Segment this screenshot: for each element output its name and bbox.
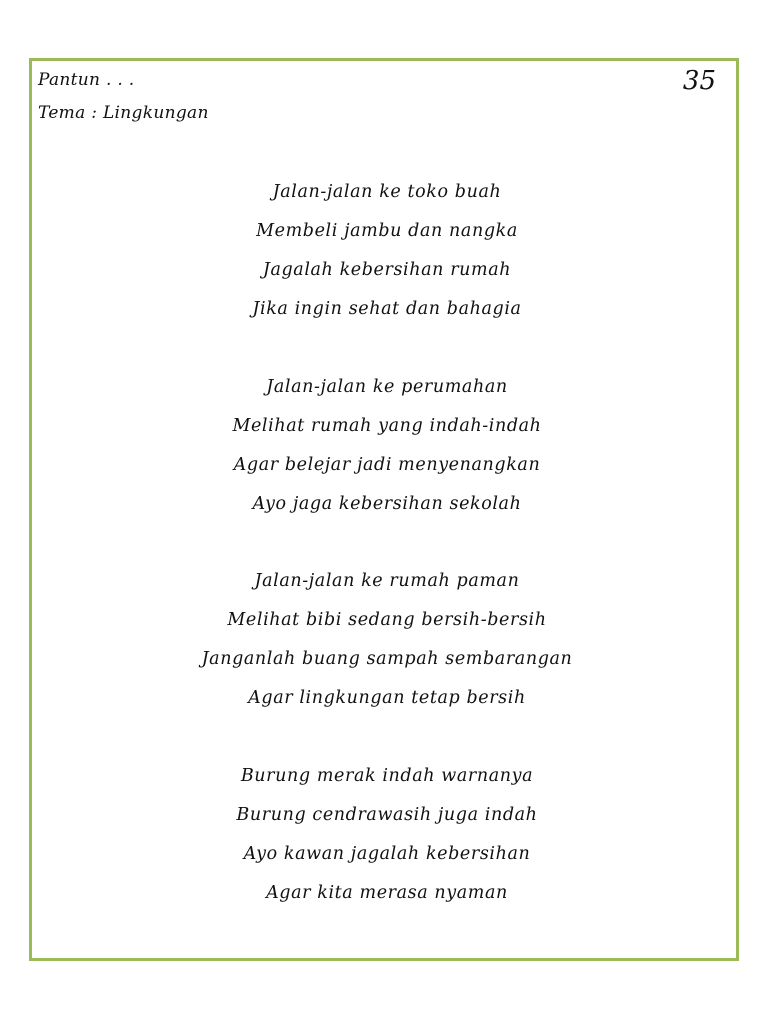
stanza-3 — [32, 569, 742, 725]
poem-line: Jika ingin sehat dan bahagia — [252, 299, 522, 319]
poem-line: Agar belejar jadi menyenangkan — [233, 454, 541, 475]
poem-line: Jalan-jalan ke rumah paman — [254, 571, 520, 591]
poem-line: Ayo jaga kebersihan sekolah — [252, 493, 522, 514]
poem-line: Burung cendrawasih juga indah — [236, 804, 538, 825]
poem-line: Janganlah buang sampah sembarangan — [201, 649, 573, 669]
poem-line: Membeli jambu dan nangka — [256, 221, 518, 241]
document-label: Pantun . . . — [38, 70, 135, 90]
poem-line: Jalan-jalan ke perumahan — [266, 376, 508, 397]
poem-line: Jalan-jalan ke toko buah — [272, 182, 502, 202]
poem-line: Agar lingkungan tetap bersih — [248, 688, 526, 708]
stanza-1 — [32, 180, 742, 336]
stanza-4 — [32, 764, 742, 920]
poem-line: Ayo kawan jagalah kebersihan — [243, 843, 531, 864]
poem-line: Melihat bibi sedang bersih-bersih — [227, 610, 547, 630]
poem-line: Melihat rumah yang indah-indah — [232, 415, 542, 436]
poem-line: Jagalah kebersihan rumah — [262, 260, 512, 280]
theme-label: Tema : Lingkungan — [38, 103, 209, 123]
poem-body — [32, 180, 742, 958]
page-number: 35 — [682, 66, 716, 96]
poem-line: Agar kita merasa nyaman — [266, 882, 508, 903]
poem-line: Burung merak indah warnanya — [240, 765, 534, 786]
stanza-2 — [32, 375, 742, 531]
